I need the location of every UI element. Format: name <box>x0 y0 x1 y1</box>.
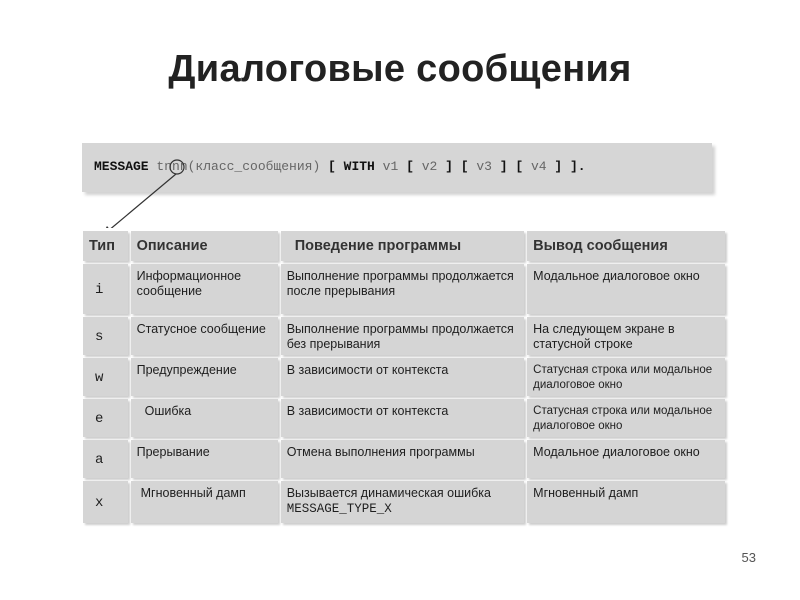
syntax-bracket: [ <box>406 159 422 174</box>
syntax-bracket-end: ] ]. <box>554 159 586 174</box>
cell-behavior: Отмена выполнения программы <box>281 440 524 478</box>
cell-description: Информационное сообщение <box>131 264 278 314</box>
cell-behavior: Выполнение программы продолжается без прерывания <box>281 317 524 355</box>
message-syntax-box <box>82 143 712 192</box>
syntax-keyword-message: MESSAGE <box>94 159 157 174</box>
syntax-bracket: ] [ <box>499 159 531 174</box>
page-number: 53 <box>741 550 756 565</box>
syntax-v4: v4 <box>530 159 555 174</box>
cell-type: x <box>83 481 128 523</box>
cell-type: w <box>83 358 128 396</box>
cell-output: Модальное диалоговое окно <box>527 440 725 478</box>
cell-description: Статусное сообщение <box>131 317 278 355</box>
cell-output: Статусная строка или модальное диалоговое окно <box>527 399 725 437</box>
syntax-v2: v2 <box>421 159 446 174</box>
cell-behavior-container <box>281 481 524 523</box>
cell-description: Прерывание <box>131 440 278 478</box>
cell-type: s <box>83 317 128 355</box>
cell-behavior: Вызывается динамическая ошибка <box>286 486 491 500</box>
table-row <box>83 481 725 523</box>
cell-behavior: В зависимости от контекста <box>281 358 524 396</box>
slide-title: Диалоговые сообщения <box>168 48 632 90</box>
cell-behavior: Выполнение программы продолжается после прерывания <box>281 264 524 314</box>
cell-type: a <box>83 440 128 478</box>
header-description: Описание <box>131 231 278 261</box>
syntax-v1: v1 <box>374 159 407 174</box>
syntax-message-class: tnnn(класс_сообщения) <box>156 159 321 174</box>
table-row <box>83 440 725 478</box>
cell-description: Мгновенный дамп <box>131 481 278 523</box>
syntax-bracket: ] [ <box>445 159 477 174</box>
cell-description: Ошибка <box>131 399 278 437</box>
cell-output: На следующем экране в статусной строке <box>527 317 725 355</box>
cell-output: Модальное диалоговое окно <box>527 264 725 314</box>
cell-type: i <box>83 264 128 314</box>
cell-behavior-code: MESSAGE_TYPE_X <box>286 502 392 516</box>
table-row <box>83 264 725 314</box>
syntax-v3: v3 <box>476 159 500 174</box>
cell-behavior: В зависимости от контекста <box>281 399 524 437</box>
syntax-bracket: [ <box>320 159 344 174</box>
table-header-row <box>83 231 725 261</box>
header-behavior: Поведение программы <box>281 231 524 261</box>
cell-description: Предупреждение <box>131 358 278 396</box>
cell-type: e <box>83 399 128 437</box>
header-output: Вывод сообщения <box>527 231 725 261</box>
table-row <box>83 317 725 355</box>
message-types-table <box>80 228 728 526</box>
syntax-keyword-with: WITH <box>343 159 375 174</box>
cell-output: Статусная строка или модальное диалоговое окно <box>527 358 725 396</box>
table-row <box>83 399 725 437</box>
table-row <box>83 358 725 396</box>
cell-output: Мгновенный дамп <box>527 481 725 523</box>
header-type: Тип <box>83 231 128 261</box>
